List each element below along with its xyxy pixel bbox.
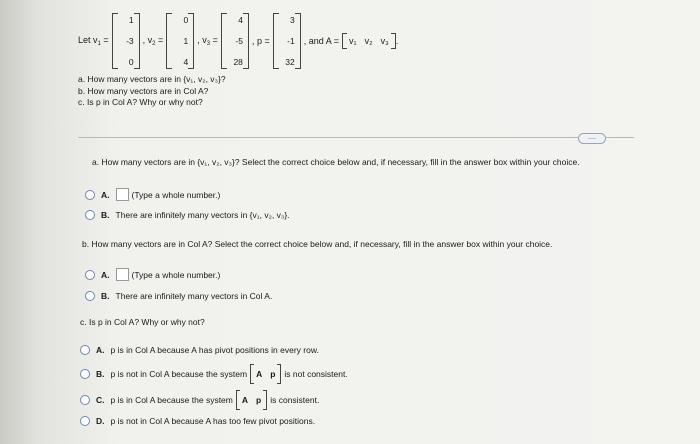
problem-statement — [78, 8, 678, 128]
radio-button[interactable] — [80, 369, 90, 379]
and-a-label: and A = — [308, 36, 340, 46]
answer-box[interactable] — [116, 188, 129, 201]
part-a-option-b[interactable]: B. There are infinitely many vectors in {v₁, v₂, v₃}. — [85, 210, 290, 220]
answer-box[interactable] — [116, 268, 129, 281]
part-c-option-b[interactable]: B. p is not in Col A because the system A p is not consistent. — [80, 367, 348, 381]
vector-definitions: Let $v_1$ = 1 -3 0 , $v_2$ = 0 1 4 , $v_3$ = 4 -5 28 , p = 3 -1 32 , and A = v₁ v₂ v₃ . — [78, 15, 399, 67]
part-c-prompt: c. Is p in Col A? Why or why not? — [80, 317, 205, 327]
part-c-option-a[interactable]: A. p is in Col A because A has pivot positions in every row. — [80, 345, 319, 355]
vector-v2: 0 1 4 — [166, 13, 194, 69]
radio-button[interactable] — [80, 345, 90, 355]
part-c-option-d[interactable]: D. p is not in Col A because A has too few pivot positions. — [80, 416, 315, 426]
part-b-option-a[interactable]: A. (Type a whole number.) — [85, 268, 220, 281]
question-b: b. How many vectors are in Col A? — [78, 85, 209, 96]
radio-button[interactable] — [85, 270, 95, 280]
question-a: a. How many vectors are in {v₁, v₂, v₃}? — [78, 74, 226, 84]
augmented-matrix: A p — [236, 393, 267, 407]
expand-button[interactable]: .... — [578, 133, 606, 144]
matrix-a: v₁ v₂ v₃ — [342, 33, 396, 49]
part-b-option-b[interactable]: B. There are infinitely many vectors in Col A. — [85, 291, 272, 301]
part-c-option-c[interactable]: C. p is in Col A because the system A p is consistent. — [80, 393, 319, 407]
radio-button[interactable] — [80, 395, 90, 405]
part-b-prompt: b. How many vectors are in Col A? Select the correct choice below and, if necessary, fill in the answer box within your choice. — [82, 239, 553, 249]
radio-button[interactable] — [85, 190, 95, 200]
let-label: Let v — [78, 35, 98, 45]
vector-v3: 4 -5 28 — [221, 13, 249, 69]
radio-button[interactable] — [85, 291, 95, 301]
radio-button[interactable] — [80, 416, 90, 426]
question-c: c. Is p in Col A? Why or why not? — [78, 97, 203, 107]
question-list — [78, 74, 226, 109]
part-a-option-a[interactable]: A. (Type a whole number.) — [85, 188, 220, 201]
vector-v1: 1 -3 0 — [112, 13, 140, 69]
radio-button[interactable] — [85, 210, 95, 220]
augmented-matrix: A p — [250, 367, 281, 381]
section-divider — [78, 137, 634, 138]
vector-p: 3 -1 32 — [273, 13, 301, 69]
part-a-prompt: a. How many vectors are in {v₁, v₂, v₃}? Select the correct choice below and, if necessary, fill in the answer box within your choice. — [92, 157, 580, 167]
